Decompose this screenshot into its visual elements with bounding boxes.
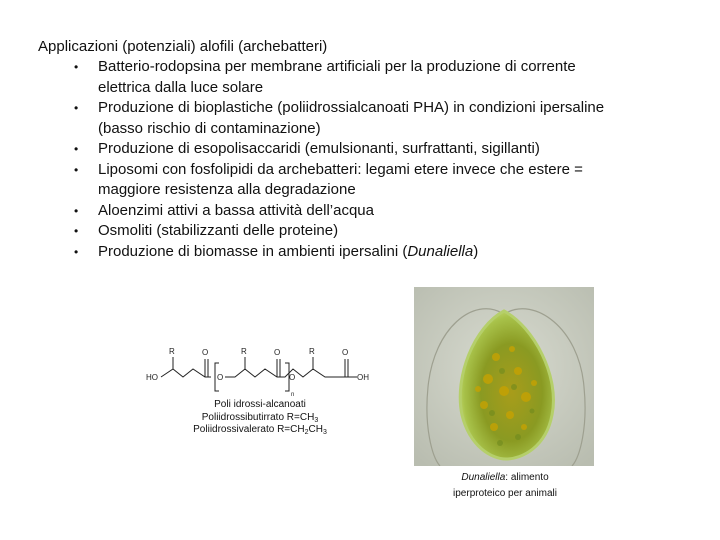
formula-caption xyxy=(160,399,360,437)
slide-title: Applicazioni (potenziali) alofili (archebatteri) xyxy=(38,38,328,55)
bullet-dot: • xyxy=(74,162,79,177)
bullet-text-continued: maggiore resistenza alla degradazione xyxy=(98,181,356,198)
bullet-item xyxy=(70,160,670,201)
r-group-label: R xyxy=(241,347,247,356)
bullet-item xyxy=(70,201,670,222)
bullet-text: Osmoliti (stabilizzanti delle proteine) xyxy=(98,222,339,239)
hydroxyl-label: HO xyxy=(146,373,158,382)
bullet-item xyxy=(70,242,670,263)
oxygen-label: O xyxy=(202,348,209,357)
bullet-text-suffix: ) xyxy=(473,242,479,260)
repeat-count-label: n xyxy=(291,392,295,398)
bullet-dot: • xyxy=(74,203,79,218)
pha-structural-formula xyxy=(145,343,371,398)
oxygen-label: O xyxy=(289,373,296,382)
bullet-item xyxy=(70,139,670,160)
bullet-list xyxy=(70,57,670,262)
micrograph-caption-line: iperproteico per animali xyxy=(453,488,557,499)
bullet-dot: • xyxy=(74,142,79,156)
bullet-item xyxy=(70,221,670,242)
dunaliella-micrograph xyxy=(414,287,594,466)
bullet-dot: • xyxy=(74,224,79,238)
bullet-text: Produzione di esopolisaccaridi (emulsionanti, surfrattanti, sigillanti) xyxy=(98,140,540,157)
r-group-label: R xyxy=(309,347,315,356)
bullet-text-continued: elettrica dalla luce solare xyxy=(98,78,264,96)
bullet-text: Batterio-rodopsina per membrane artificiali per la produzione di corrente xyxy=(98,58,576,75)
r-group-label: R xyxy=(169,347,175,356)
bullet-text: Liposomi con fosfolipidi da archebatteri: legami etere invece che estere = xyxy=(98,160,583,178)
formula-caption-line: Poli idrossi-alcanoati xyxy=(214,399,306,410)
bullet-dot: • xyxy=(74,60,79,74)
bullet-dot: • xyxy=(74,101,79,115)
bullet-text-italic: Dunaliella xyxy=(407,242,474,260)
bullet-text: Produzione di bioplastiche (poliidrossialcanoati PHA) in condizioni ipersaline xyxy=(98,99,605,116)
oxygen-label: O xyxy=(342,348,349,357)
bullet-item xyxy=(70,57,670,98)
hydroxyl-label: OH xyxy=(357,373,369,382)
bullet-text: Aloenzimi attivi a bassa attività dell’acqua xyxy=(98,201,374,219)
oxygen-label: O xyxy=(274,348,281,357)
formula-caption-line: Poliidrossibutirrato $R=CH_3$ xyxy=(201,411,319,424)
bullet-dot: • xyxy=(74,244,79,259)
oxygen-label: O xyxy=(217,373,224,382)
bullet-text-continued: (basso rischio di contaminazione) xyxy=(98,119,321,137)
bullet-text: Produzione di biomasse in ambienti ipersalini ( xyxy=(98,242,408,260)
micrograph-caption-line: Dunaliella: alimento xyxy=(461,472,549,483)
dunaliella-cell-illustration xyxy=(414,287,594,466)
bullet-item xyxy=(70,98,670,139)
micrograph-caption xyxy=(420,470,590,502)
formula-caption-line: Poliidrossivalerato $R=CH_2CH_3$ xyxy=(193,424,327,436)
